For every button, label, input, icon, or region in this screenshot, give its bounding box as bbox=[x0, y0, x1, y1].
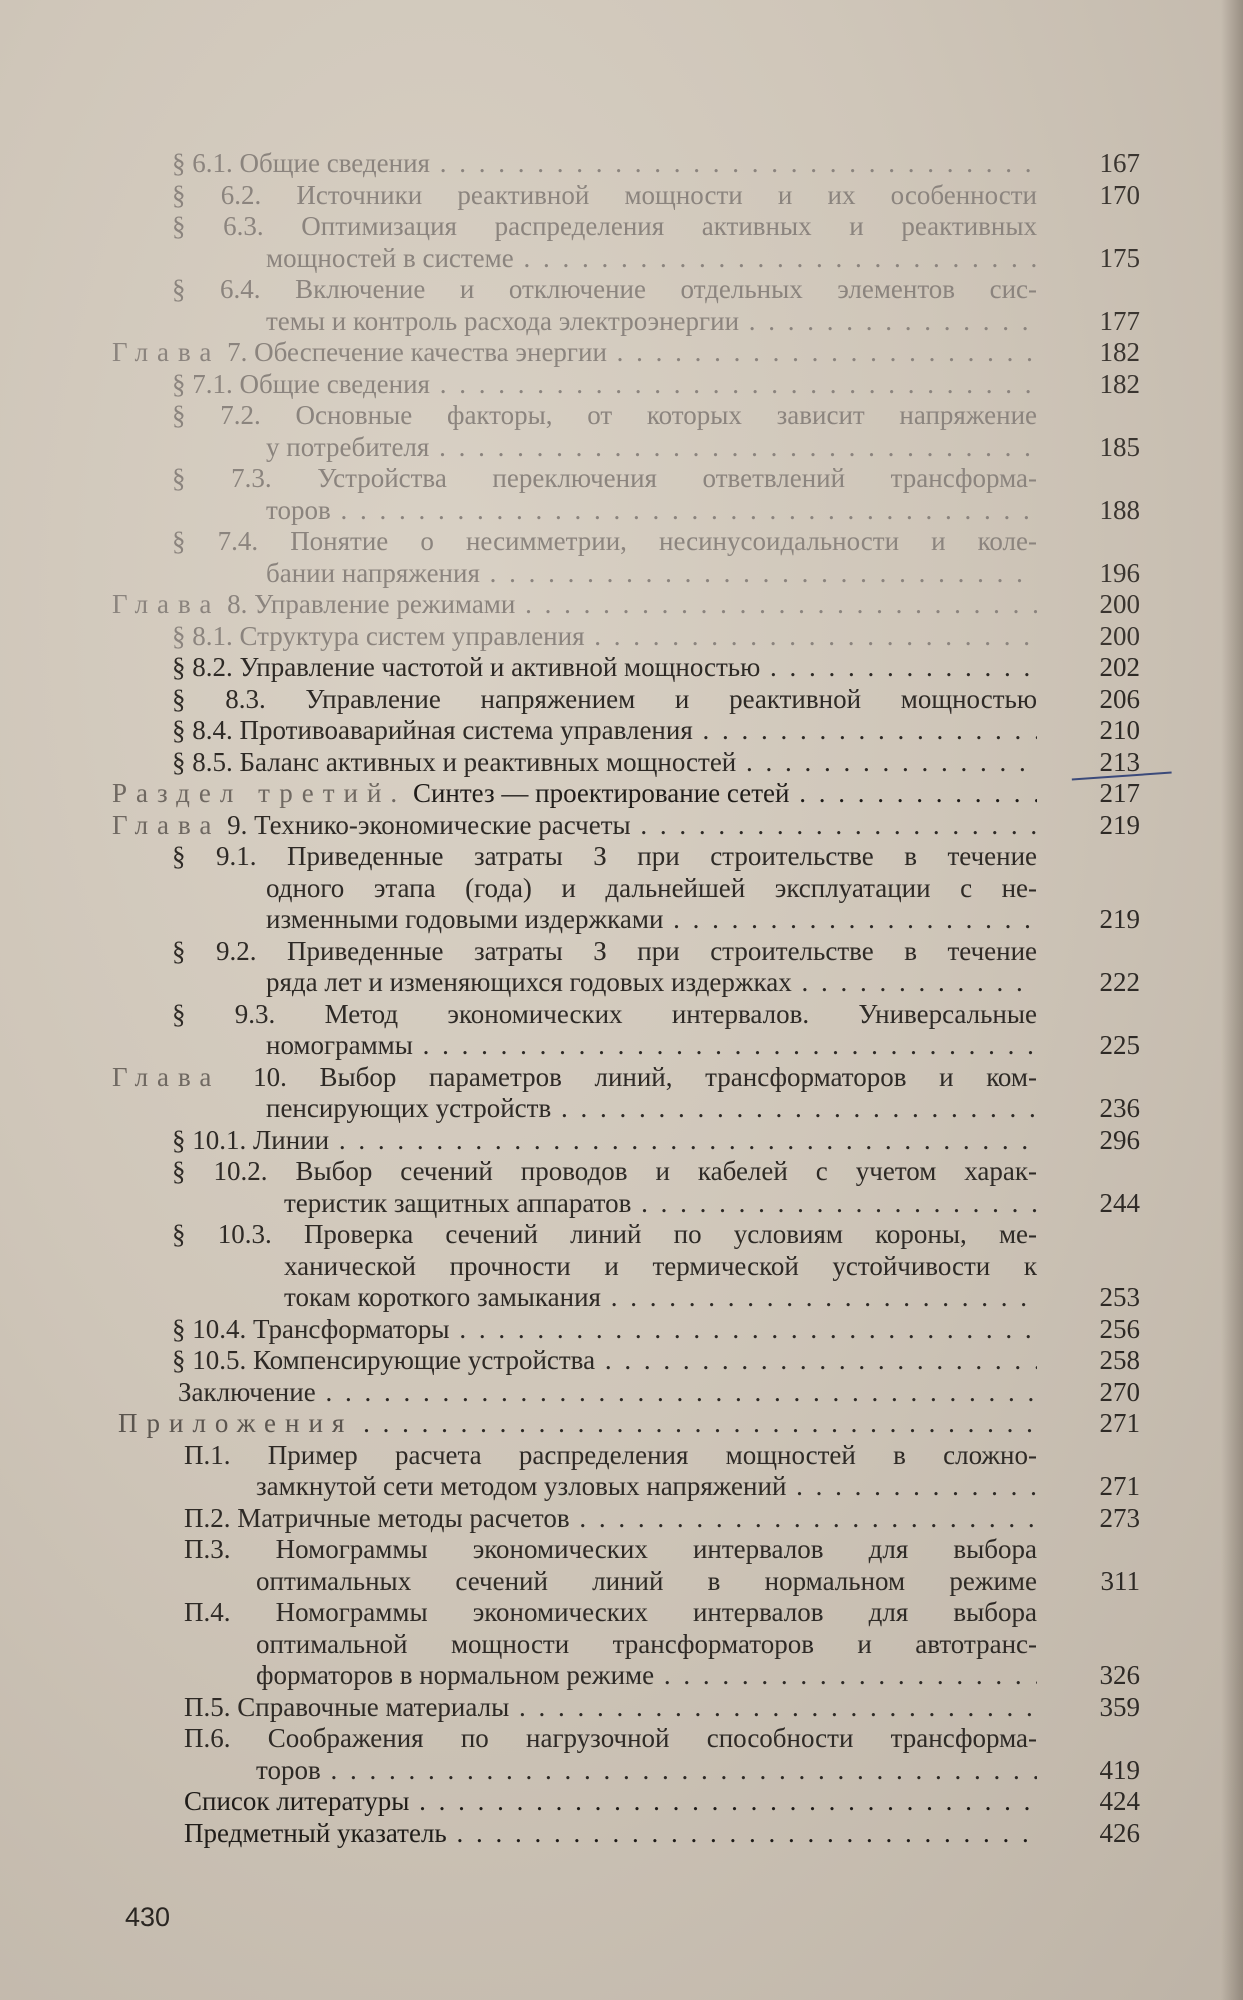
toc-entry: § 7.2. Основные факторы, от которых зависит напряжение у потребителя . . . 185 bbox=[112, 400, 1137, 463]
page-number: 213 bbox=[1099, 746, 1140, 777]
toc-entry: § 6.4. Включение и отключение отдельных элементов сис- темы и контроль расхода электроэнергии . . . 177 bbox=[112, 274, 1137, 337]
toc-entry: § 10.5. Компенсирующие устройства . . . 258 bbox=[112, 1345, 1137, 1377]
page-number: 273 bbox=[1099, 1502, 1140, 1533]
toc-entry: Список литературы . . . 424 bbox=[112, 1786, 1137, 1818]
page-number: 170 bbox=[1099, 179, 1140, 210]
toc-appendix: П.6. Соображения по нагрузочной способности трансформа- торов . . . 419 bbox=[112, 1723, 1137, 1786]
page-number: 182 bbox=[1099, 368, 1140, 399]
toc-entry: § 6.1. Общие сведения . . . 167 bbox=[112, 148, 1137, 180]
page-number: 188 bbox=[1099, 494, 1140, 525]
toc-entry: § 10.2. Выбор сечений проводов и кабелей с учетом харак- теристик защитных аппаратов . . . 244 bbox=[112, 1156, 1137, 1219]
page-number: 219 bbox=[1099, 809, 1140, 840]
page-number: 219 bbox=[1099, 904, 1140, 934]
toc-appendix: П.4. Номограммы экономических интервалов для выбора оптимальной мощности трансформаторов и автотранс- форматоров в нормальном режиме . . . 326 bbox=[112, 1597, 1137, 1692]
page-number: 270 bbox=[1099, 1376, 1140, 1407]
toc-entry: § 8.4. Противоаварийная система управления . . . 210 bbox=[112, 715, 1137, 747]
toc-entry: Заключение . . . 270 bbox=[112, 1377, 1137, 1409]
toc-entry: § 8.3. Управление напряжением и реактивной мощностью 206 bbox=[172, 683, 1140, 714]
page-number: 175 bbox=[1099, 242, 1140, 273]
toc-entry: § 10.3. Проверка сечений линий по условиям короны, ме- ханической прочности и термической устойчивости к токам короткого замыкания . . . 253 bbox=[112, 1219, 1137, 1314]
toc-part: Раздел третий. Синтез — проектирование сетей . . . 217 bbox=[112, 778, 1137, 810]
page-number: 225 bbox=[1099, 1030, 1140, 1060]
page-number: 359 bbox=[1099, 1691, 1140, 1722]
page-number: 177 bbox=[1099, 305, 1140, 336]
page-number: 326 bbox=[1099, 1660, 1140, 1690]
toc-entry: § 6.2. Источники реактивной мощности и их особенности 170 bbox=[172, 179, 1140, 210]
page-number: 236 bbox=[1099, 1093, 1140, 1123]
toc-chapter: Глава 10. Выбор параметров линий, трансформаторов и ком- пенсирующих устройств . . . 236 bbox=[112, 1062, 1137, 1125]
toc-entry: § 8.5. Баланс активных и реактивных мощностей . . . 213 bbox=[112, 747, 1137, 779]
page-number: 271 bbox=[1099, 1471, 1140, 1501]
toc-appendix: П.2. Матричные методы расчетов . . . 273 bbox=[112, 1503, 1137, 1535]
toc-chapter: Глава 8. Управление режимами . . . 200 bbox=[112, 589, 1137, 621]
page-number: 200 bbox=[1099, 589, 1140, 619]
toc-chapter: Приложения . . . 271 bbox=[112, 1408, 1137, 1440]
toc-entry: § 10.1. Линии . . . 296 bbox=[112, 1125, 1137, 1157]
page-number: 256 bbox=[1099, 1313, 1140, 1344]
toc-entry: Предметный указатель . . . 426 bbox=[112, 1818, 1137, 1850]
page-number: 258 bbox=[1099, 1345, 1140, 1375]
toc-appendix: П.1. Пример расчета распределения мощностей в сложно- замкнутой сети методом узловых напряжений . . . 271 bbox=[112, 1440, 1137, 1503]
page-number: 271 bbox=[1099, 1408, 1140, 1438]
page-number: 185 bbox=[1099, 431, 1140, 462]
page-number: 206 bbox=[1099, 683, 1140, 714]
page-number: 222 bbox=[1099, 967, 1140, 997]
toc-entry: § 9.1. Приведенные затраты З при строительстве в течение одного этапа (года) и дальнейшей эксплуатации с не- изменными годовыми издержками . . . 219 bbox=[112, 841, 1137, 936]
page-number: 202 bbox=[1099, 652, 1140, 682]
toc-entry: § 8.2. Управление частотой и активной мощностью . . . 202 bbox=[112, 652, 1137, 684]
page-number: 253 bbox=[1099, 1282, 1140, 1312]
page-number: 167 bbox=[1099, 148, 1140, 178]
toc-entry: § 7.1. Общие сведения . . . 182 bbox=[112, 369, 1137, 401]
toc-chapter: Глава 9. Технико-экономические расчеты . . . 219 bbox=[112, 810, 1137, 842]
page-number: 296 bbox=[1099, 1124, 1140, 1155]
page-number: 210 bbox=[1099, 715, 1140, 745]
page-number: 311 bbox=[1100, 1565, 1140, 1596]
page-number: 419 bbox=[1099, 1754, 1140, 1785]
toc-entry: § 6.3. Оптимизация распределения активных и реактивных мощностей в системе . . . 175 bbox=[112, 211, 1137, 274]
page-number: 424 bbox=[1099, 1786, 1140, 1816]
toc-entry: § 8.1. Структура систем управления . . . 200 bbox=[112, 621, 1137, 653]
page-number: 182 bbox=[1099, 337, 1140, 367]
page-edge-shadow bbox=[1221, 0, 1243, 2000]
toc-chapter: Глава 7. Обеспечение качества энергии . . . 182 bbox=[112, 337, 1137, 369]
toc-appendix: П.5. Справочные материалы . . . 359 bbox=[112, 1692, 1137, 1724]
page-number: 426 bbox=[1099, 1817, 1140, 1848]
page-folio-number: 430 bbox=[125, 1902, 171, 1932]
toc-entry: § 7.3. Устройства переключения ответвлений трансформа- торов . . . 188 bbox=[112, 463, 1137, 526]
toc-entry: § 10.4. Трансформаторы . . . 256 bbox=[112, 1314, 1137, 1346]
table-of-contents bbox=[112, 148, 1140, 1849]
page-number: 244 bbox=[1099, 1187, 1140, 1218]
toc-entry: § 7.4. Понятие о несимметрии, несинусоидальности и коле- бании напряжения . . . 196 bbox=[112, 526, 1137, 589]
page-number: 217 bbox=[1099, 778, 1140, 808]
toc-appendix: П.3. Номограммы экономических интервалов для выбора оптимальных сечений линий в нормальном режиме 311 bbox=[184, 1534, 1140, 1596]
page-number: 200 bbox=[1099, 620, 1140, 651]
page-number: 196 bbox=[1099, 557, 1140, 588]
toc-entry: § 9.2. Приведенные затраты З при строительстве в течение ряда лет и изменяющихся годовых издержках . . . 222 bbox=[112, 936, 1137, 999]
toc-entry: § 9.3. Метод экономических интервалов. Универсальные номограммы . . . 225 bbox=[112, 999, 1137, 1062]
